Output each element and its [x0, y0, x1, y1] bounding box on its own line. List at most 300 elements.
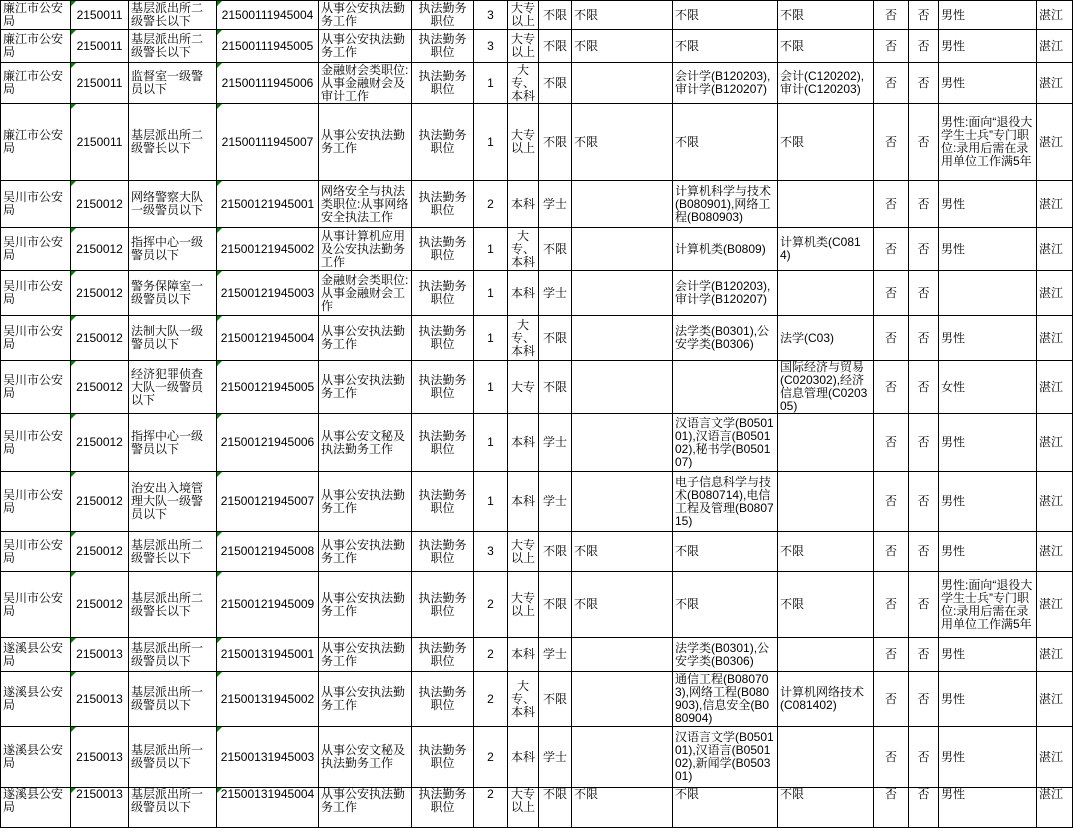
cell-flag-grassroots[interactable]: [874, 181, 909, 228]
cell-position-title[interactable]: [129, 788, 217, 828]
cell-city[interactable]: [1037, 572, 1073, 638]
duty-text: 从事公安执法勤务工作: [321, 373, 406, 400]
cell-position-category[interactable]: [412, 472, 474, 532]
cell-duty-description[interactable]: [319, 30, 412, 63]
cell-college-majors[interactable]: [778, 1, 874, 30]
cell-position-title[interactable]: [129, 727, 217, 788]
cell-city[interactable]: [1037, 1, 1073, 30]
cell-college-majors[interactable]: [778, 271, 874, 316]
cell-flag-other[interactable]: [909, 181, 939, 228]
cell-headcount[interactable]: [474, 63, 508, 104]
cell-major-requirement[interactable]: [572, 361, 673, 414]
cell-college-majors[interactable]: [778, 788, 874, 828]
flag-other-text: 否: [917, 544, 930, 558]
degree-text: 学士: [542, 285, 567, 300]
table-row: [1, 672, 1073, 727]
cell-major-requirement[interactable]: [572, 1, 673, 30]
cell-flag-grassroots[interactable]: [874, 1, 909, 30]
cell-unit-code[interactable]: [71, 638, 129, 672]
cell-city[interactable]: [1037, 532, 1073, 572]
cell-undergrad-majors[interactable]: [673, 572, 778, 638]
cell-gender-note[interactable]: [939, 316, 1037, 361]
cell-education[interactable]: [508, 361, 539, 414]
cell-degree[interactable]: [539, 788, 572, 828]
cell-undergrad-majors[interactable]: [673, 104, 778, 181]
cell-position-title[interactable]: [129, 63, 217, 104]
cell-city[interactable]: [1037, 228, 1073, 271]
cell-duty-description[interactable]: [319, 672, 412, 727]
headcount-text: 1: [487, 330, 494, 345]
position-title-text: 基层派出所一级警员以下: [131, 685, 204, 712]
cell-undergrad-majors[interactable]: [673, 638, 778, 672]
text-as-number-indicator-icon: [217, 788, 222, 793]
cell-major-requirement[interactable]: [572, 228, 673, 271]
cell-degree[interactable]: [539, 30, 572, 63]
cell-degree[interactable]: [539, 727, 572, 788]
cell-position-category[interactable]: [412, 1, 474, 30]
cell-position-title[interactable]: [129, 181, 217, 228]
cell-position-code[interactable]: [217, 104, 319, 181]
cell-bureau[interactable]: [1, 572, 71, 638]
cell-duty-description[interactable]: [319, 271, 412, 316]
cell-bureau[interactable]: [1, 638, 71, 672]
cell-bureau[interactable]: [1, 672, 71, 727]
cell-flag-grassroots[interactable]: [874, 727, 909, 788]
cell-city[interactable]: [1037, 672, 1073, 727]
cell-gender-note[interactable]: [939, 414, 1037, 472]
cell-flag-grassroots[interactable]: [874, 414, 909, 472]
cell-education[interactable]: [508, 414, 539, 472]
cell-flag-other[interactable]: [909, 271, 939, 316]
cell-position-category[interactable]: [412, 228, 474, 271]
category-text: 执法勤务职位: [418, 1, 467, 28]
cell-flag-other[interactable]: [909, 30, 939, 63]
cell-gender-note[interactable]: [939, 181, 1037, 228]
cell-undergrad-majors[interactable]: [673, 672, 778, 727]
cell-flag-other[interactable]: [909, 228, 939, 271]
cell-degree[interactable]: [539, 316, 572, 361]
cell-position-category[interactable]: [412, 638, 474, 672]
cell-unit-code[interactable]: [71, 361, 129, 414]
cell-education[interactable]: [508, 104, 539, 181]
cell-flag-other[interactable]: [909, 532, 939, 572]
cell-bureau[interactable]: [1, 1, 71, 30]
cell-city[interactable]: [1037, 63, 1073, 104]
cell-bureau[interactable]: [1, 472, 71, 532]
cell-headcount[interactable]: [474, 472, 508, 532]
cell-bureau[interactable]: [1, 532, 71, 572]
cell-bureau[interactable]: [1, 361, 71, 414]
cell-major-requirement[interactable]: [572, 30, 673, 63]
cell-flag-grassroots[interactable]: [874, 532, 909, 572]
cell-degree[interactable]: [539, 271, 572, 316]
cell-flag-grassroots[interactable]: [874, 104, 909, 181]
degree-text: 不限: [542, 7, 567, 22]
cell-unit-code[interactable]: [71, 532, 129, 572]
cell-flag-other[interactable]: [909, 414, 939, 472]
cell-position-category[interactable]: [412, 788, 474, 828]
degree-text: 不限: [542, 691, 567, 706]
cell-position-category[interactable]: [412, 30, 474, 63]
cell-unit-code[interactable]: [71, 30, 129, 63]
cell-major-requirement[interactable]: [572, 316, 673, 361]
flag-other-text: 否: [917, 691, 930, 706]
cell-education[interactable]: [508, 271, 539, 316]
cell-headcount[interactable]: [474, 30, 508, 63]
cell-major-requirement[interactable]: [572, 414, 673, 472]
cell-position-code[interactable]: [217, 414, 319, 472]
cell-flag-grassroots[interactable]: [874, 788, 909, 828]
cell-degree[interactable]: [539, 572, 572, 638]
cell-degree[interactable]: [539, 1, 572, 30]
duty-text: 金融财会类职位:从事金融财会及审计工作: [321, 62, 409, 103]
cell-education[interactable]: [508, 572, 539, 638]
cell-flag-grassroots[interactable]: [874, 572, 909, 638]
cell-gender-note[interactable]: [939, 228, 1037, 271]
cell-headcount[interactable]: [474, 104, 508, 181]
cell-position-code[interactable]: [217, 30, 319, 63]
cell-major-requirement[interactable]: [572, 638, 673, 672]
cell-flag-grassroots[interactable]: [874, 271, 909, 316]
cell-duty-description[interactable]: [319, 63, 412, 104]
cell-position-title[interactable]: [129, 572, 217, 638]
cell-education[interactable]: [508, 228, 539, 271]
cell-city[interactable]: [1037, 30, 1073, 63]
flag-grassroots-text: 否: [884, 38, 897, 53]
cell-degree[interactable]: [539, 672, 572, 727]
cell-degree[interactable]: [539, 361, 572, 414]
cell-undergrad-majors[interactable]: [673, 1, 778, 30]
cell-position-code[interactable]: [217, 361, 319, 414]
cell-undergrad-majors[interactable]: [673, 532, 778, 572]
cell-position-code[interactable]: [217, 181, 319, 228]
cell-position-title[interactable]: [129, 361, 217, 414]
cell-education[interactable]: [508, 638, 539, 672]
cell-flag-other[interactable]: [909, 63, 939, 104]
cell-bureau[interactable]: [1, 414, 71, 472]
cell-position-code[interactable]: [217, 572, 319, 638]
cell-college-majors[interactable]: [778, 532, 874, 572]
cell-position-category[interactable]: [412, 104, 474, 181]
cell-unit-code[interactable]: [71, 104, 129, 181]
cell-position-title[interactable]: [129, 472, 217, 532]
cell-unit-code[interactable]: [71, 316, 129, 361]
cell-duty-description[interactable]: [319, 316, 412, 361]
cell-position-code[interactable]: [217, 271, 319, 316]
cell-position-code[interactable]: [217, 1, 319, 30]
cell-major-requirement[interactable]: [572, 104, 673, 181]
cell-education[interactable]: [508, 63, 539, 104]
cell-duty-description[interactable]: [319, 1, 412, 30]
cell-bureau[interactable]: [1, 30, 71, 63]
cell-duty-description[interactable]: [319, 532, 412, 572]
cell-duty-description[interactable]: [319, 572, 412, 638]
cell-college-majors[interactable]: [778, 638, 874, 672]
cell-degree[interactable]: [539, 532, 572, 572]
cell-position-code[interactable]: [217, 672, 319, 727]
cell-gender-note[interactable]: [939, 532, 1037, 572]
cell-headcount[interactable]: [474, 271, 508, 316]
cell-major-requirement[interactable]: [572, 63, 673, 104]
cell-flag-grassroots[interactable]: [874, 672, 909, 727]
cell-duty-description[interactable]: [319, 361, 412, 414]
cell-education[interactable]: [508, 532, 539, 572]
cell-education[interactable]: [508, 316, 539, 361]
cell-headcount[interactable]: [474, 361, 508, 414]
cell-flag-other[interactable]: [909, 672, 939, 727]
cell-position-title[interactable]: [129, 672, 217, 727]
cell-city[interactable]: [1037, 104, 1073, 181]
cell-position-code[interactable]: [217, 316, 319, 361]
cell-college-majors[interactable]: [778, 361, 874, 414]
cell-college-majors[interactable]: [778, 414, 874, 472]
cell-unit-code[interactable]: [71, 472, 129, 532]
cell-education[interactable]: [508, 30, 539, 63]
cell-flag-other[interactable]: [909, 788, 939, 828]
cell-flag-other[interactable]: [909, 572, 939, 638]
cell-city[interactable]: [1037, 727, 1073, 788]
cell-position-title[interactable]: [129, 104, 217, 181]
cell-position-category[interactable]: [412, 63, 474, 104]
cell-bureau[interactable]: [1, 104, 71, 181]
text-as-number-indicator-icon: [217, 30, 222, 35]
cell-flag-grassroots[interactable]: [874, 316, 909, 361]
cell-position-title[interactable]: [129, 532, 217, 572]
cell-education[interactable]: [508, 181, 539, 228]
cell-undergrad-majors[interactable]: [673, 30, 778, 63]
cell-flag-grassroots[interactable]: [874, 63, 909, 104]
cell-major-requirement[interactable]: [572, 532, 673, 572]
cell-education[interactable]: [508, 672, 539, 727]
text-as-number-indicator-icon: [217, 228, 222, 233]
cell-city[interactable]: [1037, 361, 1073, 414]
cell-position-code[interactable]: [217, 472, 319, 532]
cell-college-majors[interactable]: [778, 30, 874, 63]
cell-city[interactable]: [1037, 788, 1073, 828]
cell-city[interactable]: [1037, 316, 1073, 361]
cell-degree[interactable]: [539, 104, 572, 181]
cell-headcount[interactable]: [474, 228, 508, 271]
cell-city[interactable]: [1037, 181, 1073, 228]
cell-position-code[interactable]: [217, 727, 319, 788]
cell-position-code[interactable]: [217, 638, 319, 672]
cell-flag-other[interactable]: [909, 727, 939, 788]
cell-city[interactable]: [1037, 638, 1073, 672]
cell-college-majors[interactable]: [778, 228, 874, 271]
cell-bureau[interactable]: [1, 727, 71, 788]
cell-headcount[interactable]: [474, 638, 508, 672]
cell-position-code[interactable]: [217, 532, 319, 572]
cell-gender-note[interactable]: [939, 788, 1037, 828]
cell-duty-description[interactable]: [319, 104, 412, 181]
cell-unit-code[interactable]: [71, 181, 129, 228]
position-title-text: 监督室一级警员以下: [131, 69, 204, 96]
cell-degree[interactable]: [539, 638, 572, 672]
flag-other-text: 否: [917, 285, 930, 300]
cell-undergrad-majors[interactable]: [673, 472, 778, 532]
text-as-number-indicator-icon: [71, 672, 76, 677]
cell-undergrad-majors[interactable]: [673, 727, 778, 788]
cell-major-requirement[interactable]: [572, 271, 673, 316]
cell-gender-note[interactable]: [939, 361, 1037, 414]
cell-position-category[interactable]: [412, 532, 474, 572]
cell-degree[interactable]: [539, 181, 572, 228]
cell-headcount[interactable]: [474, 181, 508, 228]
flag-grassroots-text: 否: [884, 597, 897, 611]
cell-position-category[interactable]: [412, 572, 474, 638]
cell-gender-note[interactable]: [939, 1, 1037, 30]
cell-major-requirement[interactable]: [572, 727, 673, 788]
cell-major-requirement[interactable]: [572, 472, 673, 532]
cell-undergrad-majors[interactable]: [673, 788, 778, 828]
cell-unit-code[interactable]: [71, 727, 129, 788]
cell-flag-grassroots[interactable]: [874, 472, 909, 532]
cell-bureau[interactable]: [1, 271, 71, 316]
cell-duty-description[interactable]: [319, 228, 412, 271]
cell-education[interactable]: [508, 788, 539, 828]
cell-bureau[interactable]: [1, 788, 71, 828]
position-code-text: 21500121945009: [220, 597, 315, 611]
cell-degree[interactable]: [539, 228, 572, 271]
cell-bureau[interactable]: [1, 181, 71, 228]
cell-education[interactable]: [508, 727, 539, 788]
cell-position-code[interactable]: [217, 63, 319, 104]
cell-flag-other[interactable]: [909, 638, 939, 672]
cell-position-category[interactable]: [412, 672, 474, 727]
cell-position-title[interactable]: [129, 228, 217, 271]
cell-position-title[interactable]: [129, 271, 217, 316]
cell-college-majors[interactable]: [778, 181, 874, 228]
cell-college-majors[interactable]: [778, 104, 874, 181]
cell-position-title[interactable]: [129, 638, 217, 672]
cell-duty-description[interactable]: [319, 788, 412, 828]
cell-position-category[interactable]: [412, 271, 474, 316]
cell-position-category[interactable]: [412, 181, 474, 228]
cell-major-requirement[interactable]: [572, 672, 673, 727]
position-title-text: 基层派出所一级警员以下: [131, 640, 204, 668]
cell-position-title[interactable]: [129, 1, 217, 30]
cell-degree[interactable]: [539, 414, 572, 472]
cell-college-majors[interactable]: [778, 727, 874, 788]
cell-position-title[interactable]: [129, 316, 217, 361]
cell-undergrad-majors[interactable]: [673, 181, 778, 228]
cell-duty-description[interactable]: [319, 181, 412, 228]
position-code-text: 21500121945002: [220, 241, 315, 256]
cell-unit-code[interactable]: [71, 572, 129, 638]
cell-flag-grassroots[interactable]: [874, 30, 909, 63]
cell-headcount[interactable]: [474, 727, 508, 788]
cell-gender-note[interactable]: [939, 672, 1037, 727]
cell-headcount[interactable]: [474, 316, 508, 361]
cell-unit-code[interactable]: [71, 1, 129, 30]
cell-flag-other[interactable]: [909, 316, 939, 361]
cell-city[interactable]: [1037, 414, 1073, 472]
cell-gender-note[interactable]: [939, 63, 1037, 104]
education-text: 大专以上: [510, 787, 535, 814]
position-code-text: 21500121945007: [220, 494, 315, 508]
cell-degree[interactable]: [539, 63, 572, 104]
cell-flag-other[interactable]: [909, 361, 939, 414]
cell-headcount[interactable]: [474, 788, 508, 828]
cell-duty-description[interactable]: [319, 638, 412, 672]
cell-education[interactable]: [508, 1, 539, 30]
cell-duty-description[interactable]: [319, 727, 412, 788]
position-title-text: 基层派出所一级警员以下: [131, 743, 204, 770]
cell-college-majors[interactable]: [778, 316, 874, 361]
table-row: [1, 104, 1073, 181]
cell-position-code[interactable]: [217, 788, 319, 828]
cell-bureau[interactable]: [1, 316, 71, 361]
cell-unit-code[interactable]: [71, 414, 129, 472]
cell-headcount[interactable]: [474, 572, 508, 638]
cell-education[interactable]: [508, 472, 539, 532]
cell-city[interactable]: [1037, 472, 1073, 532]
cell-flag-other[interactable]: [909, 1, 939, 30]
cell-city[interactable]: [1037, 271, 1073, 316]
cell-flag-other[interactable]: [909, 104, 939, 181]
cell-gender-note[interactable]: [939, 638, 1037, 672]
cell-major-requirement[interactable]: [572, 572, 673, 638]
cell-headcount[interactable]: [474, 1, 508, 30]
cell-headcount[interactable]: [474, 672, 508, 727]
cell-college-majors[interactable]: [778, 472, 874, 532]
cell-flag-grassroots[interactable]: [874, 361, 909, 414]
cell-unit-code[interactable]: [71, 672, 129, 727]
cell-unit-code[interactable]: [71, 228, 129, 271]
cell-gender-note[interactable]: [939, 104, 1037, 181]
cell-headcount[interactable]: [474, 532, 508, 572]
cell-major-requirement[interactable]: [572, 181, 673, 228]
cell-undergrad-majors[interactable]: [673, 63, 778, 104]
cell-flag-grassroots[interactable]: [874, 228, 909, 271]
cell-position-category[interactable]: [412, 361, 474, 414]
cell-headcount[interactable]: [474, 414, 508, 472]
cell-duty-description[interactable]: [319, 472, 412, 532]
cell-undergrad-majors[interactable]: [673, 228, 778, 271]
cell-position-title[interactable]: [129, 30, 217, 63]
cell-bureau[interactable]: [1, 228, 71, 271]
unit-code-text: 2150012: [76, 196, 123, 211]
cell-position-code[interactable]: [217, 228, 319, 271]
cell-unit-code[interactable]: [71, 63, 129, 104]
cell-position-category[interactable]: [412, 727, 474, 788]
cell-undergrad-majors[interactable]: [673, 414, 778, 472]
cell-undergrad-majors[interactable]: [673, 361, 778, 414]
cell-unit-code[interactable]: [71, 788, 129, 828]
cell-gender-note[interactable]: [939, 572, 1037, 638]
cell-position-title[interactable]: [129, 414, 217, 472]
cell-gender-note[interactable]: [939, 271, 1037, 316]
cell-unit-code[interactable]: [71, 271, 129, 316]
cell-flag-other[interactable]: [909, 472, 939, 532]
cell-undergrad-majors[interactable]: [673, 271, 778, 316]
cell-college-majors[interactable]: [778, 63, 874, 104]
cell-gender-note[interactable]: [939, 472, 1037, 532]
cell-bureau[interactable]: [1, 63, 71, 104]
cell-major-requirement[interactable]: [572, 788, 673, 828]
cell-position-category[interactable]: [412, 414, 474, 472]
cell-flag-grassroots[interactable]: [874, 638, 909, 672]
cell-duty-description[interactable]: [319, 414, 412, 472]
cell-position-category[interactable]: [412, 316, 474, 361]
cell-degree[interactable]: [539, 472, 572, 532]
cell-undergrad-majors[interactable]: [673, 316, 778, 361]
cell-college-majors[interactable]: [778, 672, 874, 727]
cell-gender-note[interactable]: [939, 727, 1037, 788]
cell-gender-note[interactable]: [939, 30, 1037, 63]
cell-college-majors[interactable]: [778, 572, 874, 638]
text-as-number-indicator-icon: [71, 727, 76, 732]
